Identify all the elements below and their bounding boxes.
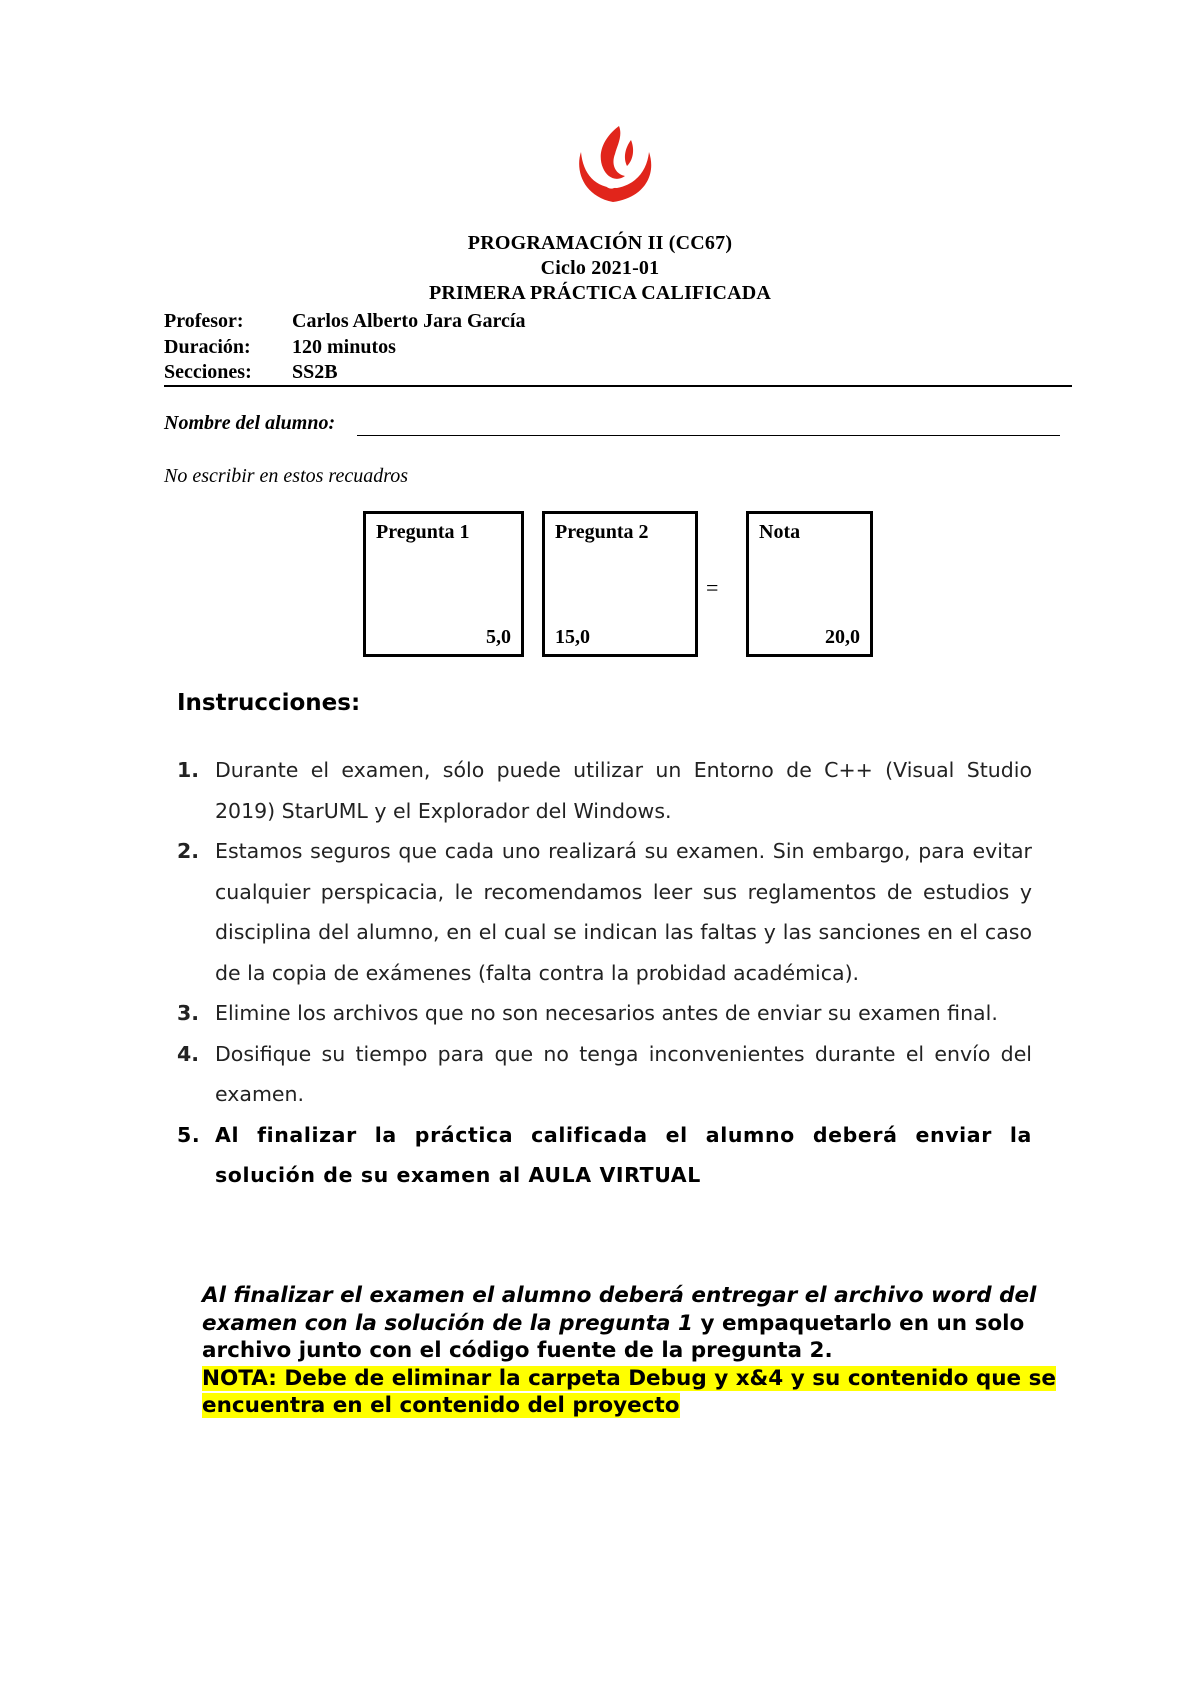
score-box-question-1 xyxy=(363,511,524,657)
sections-value: SS2B xyxy=(292,361,338,383)
nota-highlight: NOTA: Debe de eliminar la carpeta Debug y x&4 y su contenido que se encuentra en el contenido del proyecto xyxy=(202,1365,1056,1418)
course-title: PROGRAMACIÓN II (CC67) xyxy=(467,232,733,254)
student-name-label: Nombre del alumno: xyxy=(164,412,336,434)
list-item: 2. Estamos seguros que cada uno realizará su examen. Sin embargo, para evitar cualquier perspicacia, le recomendamos leer sus reglamentos de estudios y disciplina del alumno, en el cual se indican las faltas y las sanciones en el caso de la copia de exámenes (falta contra la probidad académica). xyxy=(177,839,1032,985)
final-italic-text: Al finalizar el examen el alumno deberá entregar el archivo word del examen con la solución de la pregunta 1 xyxy=(202,1283,1037,1336)
duration-label: Duración: xyxy=(164,336,251,358)
duration-value: 120 minutos xyxy=(292,336,396,358)
upc-flame-logo xyxy=(573,124,657,204)
instructions-list xyxy=(177,750,1032,1196)
score-box-grade xyxy=(746,511,873,657)
score-value: 15,0 xyxy=(555,626,590,648)
exam-title: PRIMERA PRÁCTICA CALIFICADA xyxy=(428,282,772,304)
score-box-label: Pregunta 2 xyxy=(555,521,649,543)
cycle: Ciclo 2021-01 xyxy=(540,257,660,279)
list-item: 1. Durante el examen, sólo puede utilizar un Entorno de C++ (Visual Studio 2019) StarUML y el Explorador del Windows. xyxy=(177,758,1032,823)
list-item: 3. Elimine los archivos que no son necesarios antes de enviar su examen final. xyxy=(177,1001,998,1025)
final-text: y empaquetarlo en un solo archivo junto con el código fuente de la pregunta 2. xyxy=(202,1310,1025,1363)
professor-value: Carlos Alberto Jara García xyxy=(292,310,526,332)
score-value: 5,0 xyxy=(486,626,511,648)
boxes-note: No escribir en estos recuadros xyxy=(164,465,409,487)
professor-label: Profesor: xyxy=(164,310,244,332)
final-instructions xyxy=(202,1282,1068,1420)
instructions-title: Instrucciones: xyxy=(177,690,361,716)
score-box-label: Nota xyxy=(759,521,801,543)
student-name-line[interactable] xyxy=(357,435,1060,436)
list-item: 5. Al finalizar la práctica calificada el alumno deberá enviar la solución de su examen al AULA VIRTUAL xyxy=(177,1122,1032,1187)
score-value: 20,0 xyxy=(825,626,860,648)
score-box-label: Pregunta 1 xyxy=(376,521,470,543)
equals-sign: = xyxy=(706,575,719,600)
sections-label: Secciones: xyxy=(164,361,252,383)
list-item: 4. Dosifique su tiempo para que no tenga inconvenientes durante el envío del examen. xyxy=(177,1041,1032,1106)
score-box-question-2 xyxy=(542,511,698,657)
header-divider xyxy=(164,385,1072,387)
